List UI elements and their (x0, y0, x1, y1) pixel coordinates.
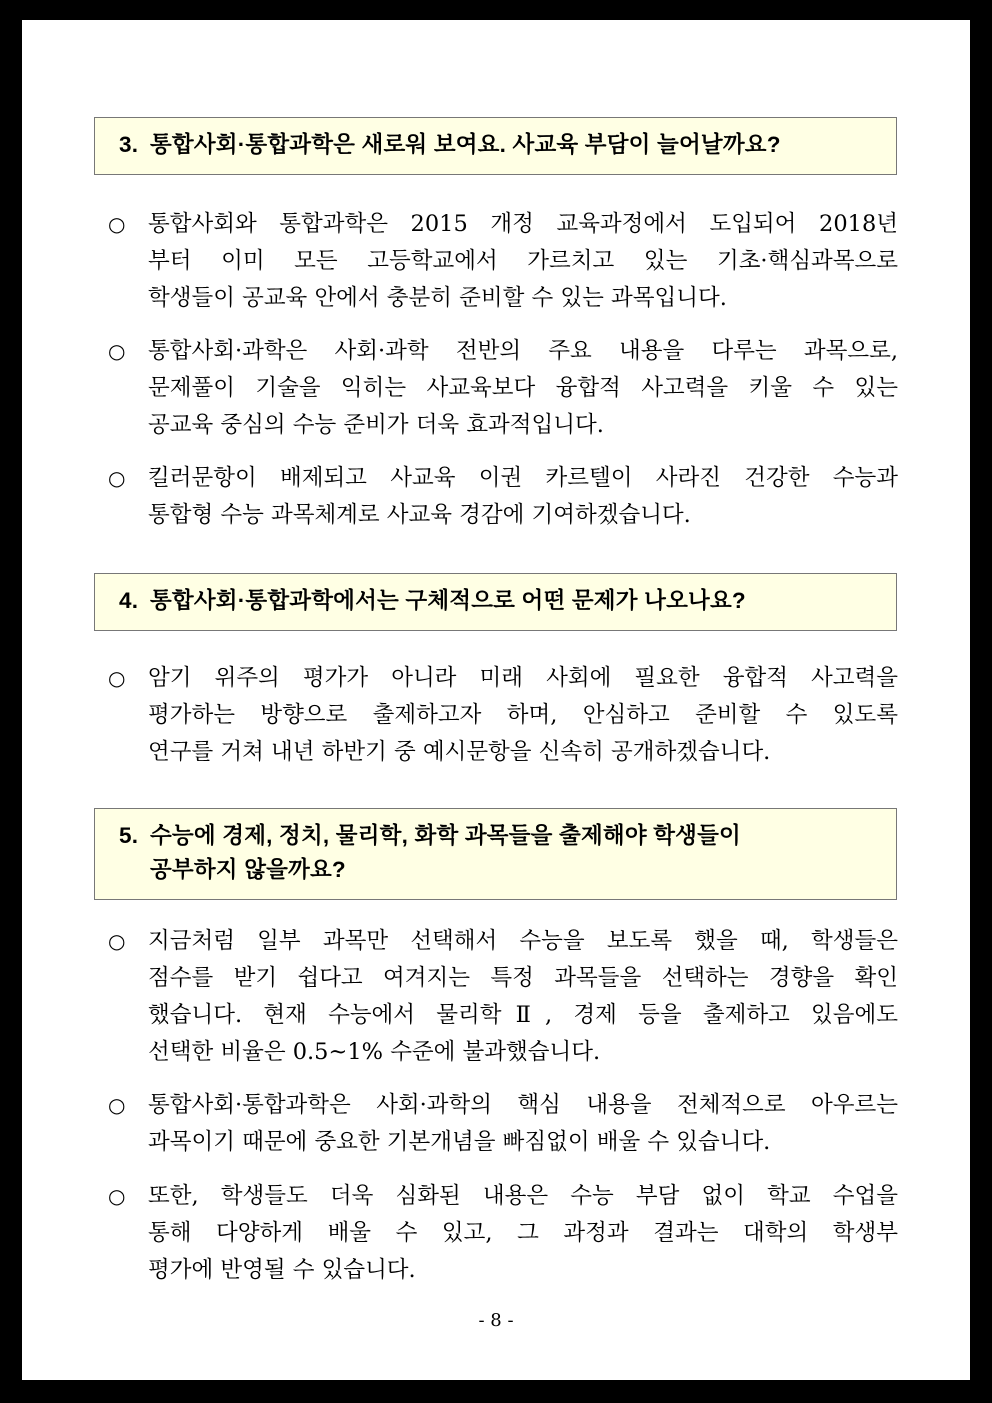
paragraph-line: 또한, 학생들도 더욱 심화된 내용은 수능 부담 없이 학교 수업을 (148, 1183, 898, 1209)
paragraph-line: 점수를 받기 쉽다고 여겨지는 특정 과목들을 선택하는 경향을 확인 (148, 965, 898, 991)
paragraph-line: 했습니다. 현재 수능에서 물리학Ⅱ, 경제 등을 출제하고 있음에도 (148, 1002, 898, 1028)
question-title: 수능에 경제, 정치, 물리학, 화학 과목들을 출제해야 학생들이 (150, 823, 741, 848)
paragraph-line: 과목이기 때문에 중요한 기본개념을 빠짐없이 배울 수 있습니다. (148, 1129, 771, 1155)
paragraph-line: 학생들이 공교육 안에서 충분히 준비할 수 있는 과목입니다. (148, 285, 727, 311)
question-title-continued: 공부하지 않을까요? (150, 857, 346, 882)
question-box-3 (94, 117, 897, 175)
paragraph-line: 평가하는 방향으로 출제하고자 하며, 안심하고 준비할 수 있도록 (148, 702, 898, 728)
bullet-paragraph (108, 206, 898, 317)
question-number: 5. (119, 823, 139, 848)
page-number: - 8 - (478, 1310, 514, 1331)
bullet-paragraph (108, 1087, 898, 1161)
paragraph-line: 선택한 비율은 0.5~1% 수준에 불과했습니다. (148, 1039, 601, 1065)
bullet-paragraph (108, 1178, 898, 1289)
bullet-paragraph (108, 660, 898, 771)
document-page (22, 20, 970, 1380)
circle-bullet-icon: ○ (108, 1184, 126, 1208)
question-title: 통합사회·통합과학에서는 구체적으로 어떤 문제가 나오나요? (150, 588, 746, 613)
paragraph-line: 통합사회·통합과학은 사회·과학의 핵심 내용을 전체적으로 아우르는 (148, 1092, 898, 1118)
paragraph-line: 문제풀이 기술을 익히는 사교육보다 융합적 사고력을 키울 수 있는 (148, 375, 898, 401)
paragraph-line: 통합형 수능 과목체계로 사교육 경감에 기여하겠습니다. (148, 502, 691, 528)
circle-bullet-icon: ○ (108, 466, 126, 490)
question-title: 통합사회·통합과학은 새로워 보여요. 사교육 부담이 늘어날까요? (150, 132, 781, 157)
paragraph-line: 부터 이미 모든 고등학교에서 가르치고 있는 기초·핵심과목으로 (148, 248, 898, 274)
paragraph-line: 킬러문항이 배제되고 사교육 이권 카르텔이 사라진 건강한 수능과 (148, 465, 898, 491)
circle-bullet-icon: ○ (108, 666, 126, 690)
bullet-paragraph (108, 460, 898, 534)
paragraph-line: 암기 위주의 평가가 아니라 미래 사회에 필요한 융합적 사고력을 (148, 665, 898, 691)
question-box-5 (94, 808, 897, 900)
paragraph-line: 통해 다양하게 배울 수 있고, 그 과정과 결과는 대학의 학생부 (148, 1220, 898, 1246)
question-box-4 (94, 573, 897, 631)
paragraph-line: 평가에 반영될 수 있습니다. (148, 1257, 416, 1283)
question-number: 3. (119, 132, 139, 157)
paragraph-line: 지금처럼 일부 과목만 선택해서 수능을 보도록 했을 때, 학생들은 (148, 928, 898, 954)
circle-bullet-icon: ○ (108, 929, 126, 953)
paragraph-line: 공교육 중심의 수능 준비가 더욱 효과적입니다. (148, 412, 604, 438)
bullet-paragraph (108, 923, 898, 1071)
paragraph-line: 통합사회·과학은 사회·과학 전반의 주요 내용을 다루는 과목으로, (148, 338, 898, 364)
circle-bullet-icon: ○ (108, 1093, 126, 1117)
paragraph-line: 통합사회와 통합과학은 2015 개정 교육과정에서 도입되어 2018년 (148, 211, 898, 237)
question-number: 4. (119, 588, 139, 613)
bullet-paragraph (108, 333, 898, 444)
circle-bullet-icon: ○ (108, 212, 126, 236)
circle-bullet-icon: ○ (108, 339, 126, 363)
paragraph-line: 연구를 거쳐 내년 하반기 중 예시문항을 신속히 공개하겠습니다. (148, 739, 771, 765)
